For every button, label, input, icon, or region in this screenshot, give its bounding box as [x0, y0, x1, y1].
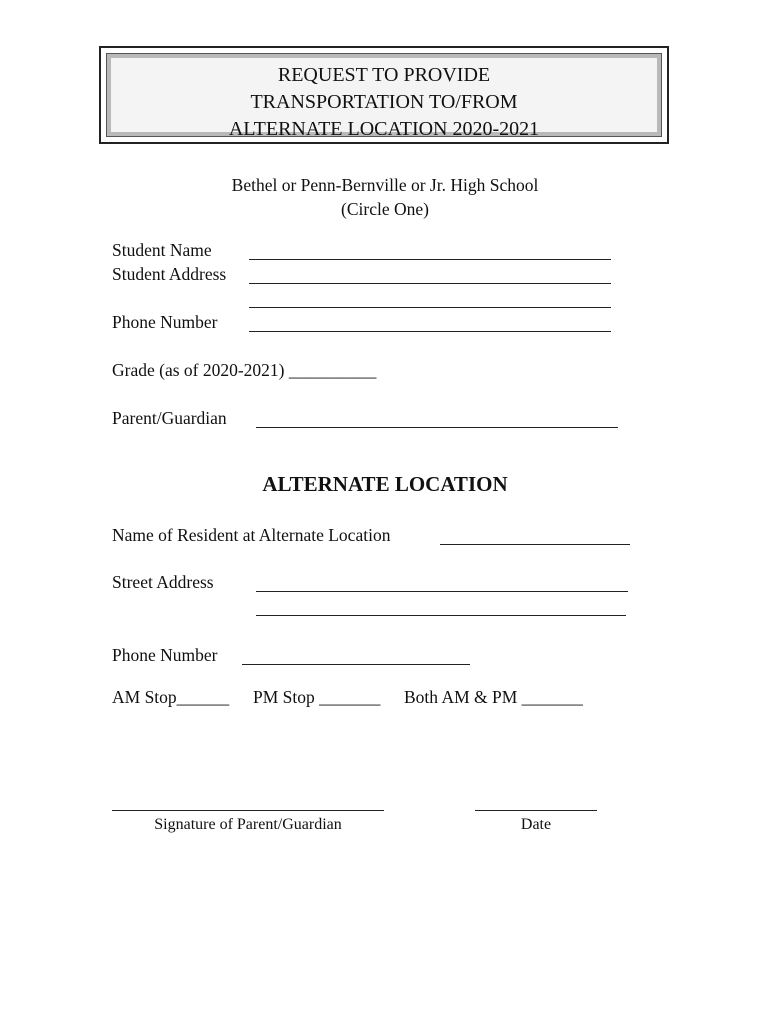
student-address-line-2[interactable]: [249, 307, 611, 308]
student-address-label: Student Address: [112, 264, 227, 284]
street-address-label: Street Address: [112, 572, 214, 592]
title-line-2: TRANSPORTATION TO/FROM: [250, 91, 518, 113]
grade-label: Grade (as of 2020-2021) __________: [112, 360, 377, 380]
street-address-line-2[interactable]: [256, 615, 626, 616]
title-box-inner: [106, 53, 662, 140]
student-phone-line[interactable]: [249, 331, 611, 332]
student-address-line-1[interactable]: [249, 283, 611, 284]
date-label: Date: [520, 816, 552, 833]
title-line-3: ALTERNATE LOCATION 2020-2021: [228, 118, 540, 140]
student-phone-label: Phone Number: [112, 312, 218, 332]
am-stop-field[interactable]: AM Stop______: [112, 687, 230, 707]
both-am-pm-field[interactable]: Both AM & PM _______: [404, 687, 583, 707]
parent-guardian-line[interactable]: [256, 427, 618, 428]
signature-line[interactable]: [112, 810, 384, 811]
student-name-label: Student Name: [112, 240, 212, 260]
pm-stop-field[interactable]: PM Stop _______: [253, 687, 381, 707]
alternate-phone-line[interactable]: [242, 664, 470, 665]
title-line-1: REQUEST TO PROVIDE: [277, 64, 491, 86]
student-name-line[interactable]: [249, 259, 611, 260]
date-line[interactable]: [475, 810, 597, 811]
alternate-phone-label: Phone Number: [112, 645, 218, 665]
resident-name-line[interactable]: [440, 544, 630, 545]
title-box: [99, 46, 669, 144]
parent-guardian-label: Parent/Guardian: [112, 408, 227, 428]
alternate-location-heading: ALTERNATE LOCATION: [262, 472, 508, 496]
resident-name-label: Name of Resident at Alternate Location: [112, 525, 391, 545]
signature-label: Signature of Parent/Guardian: [154, 816, 342, 833]
school-options: Bethel or Penn-Bernville or Jr. High School: [231, 175, 539, 195]
street-address-line-1[interactable]: [256, 591, 628, 592]
circle-one-instruction: (Circle One): [341, 199, 429, 219]
